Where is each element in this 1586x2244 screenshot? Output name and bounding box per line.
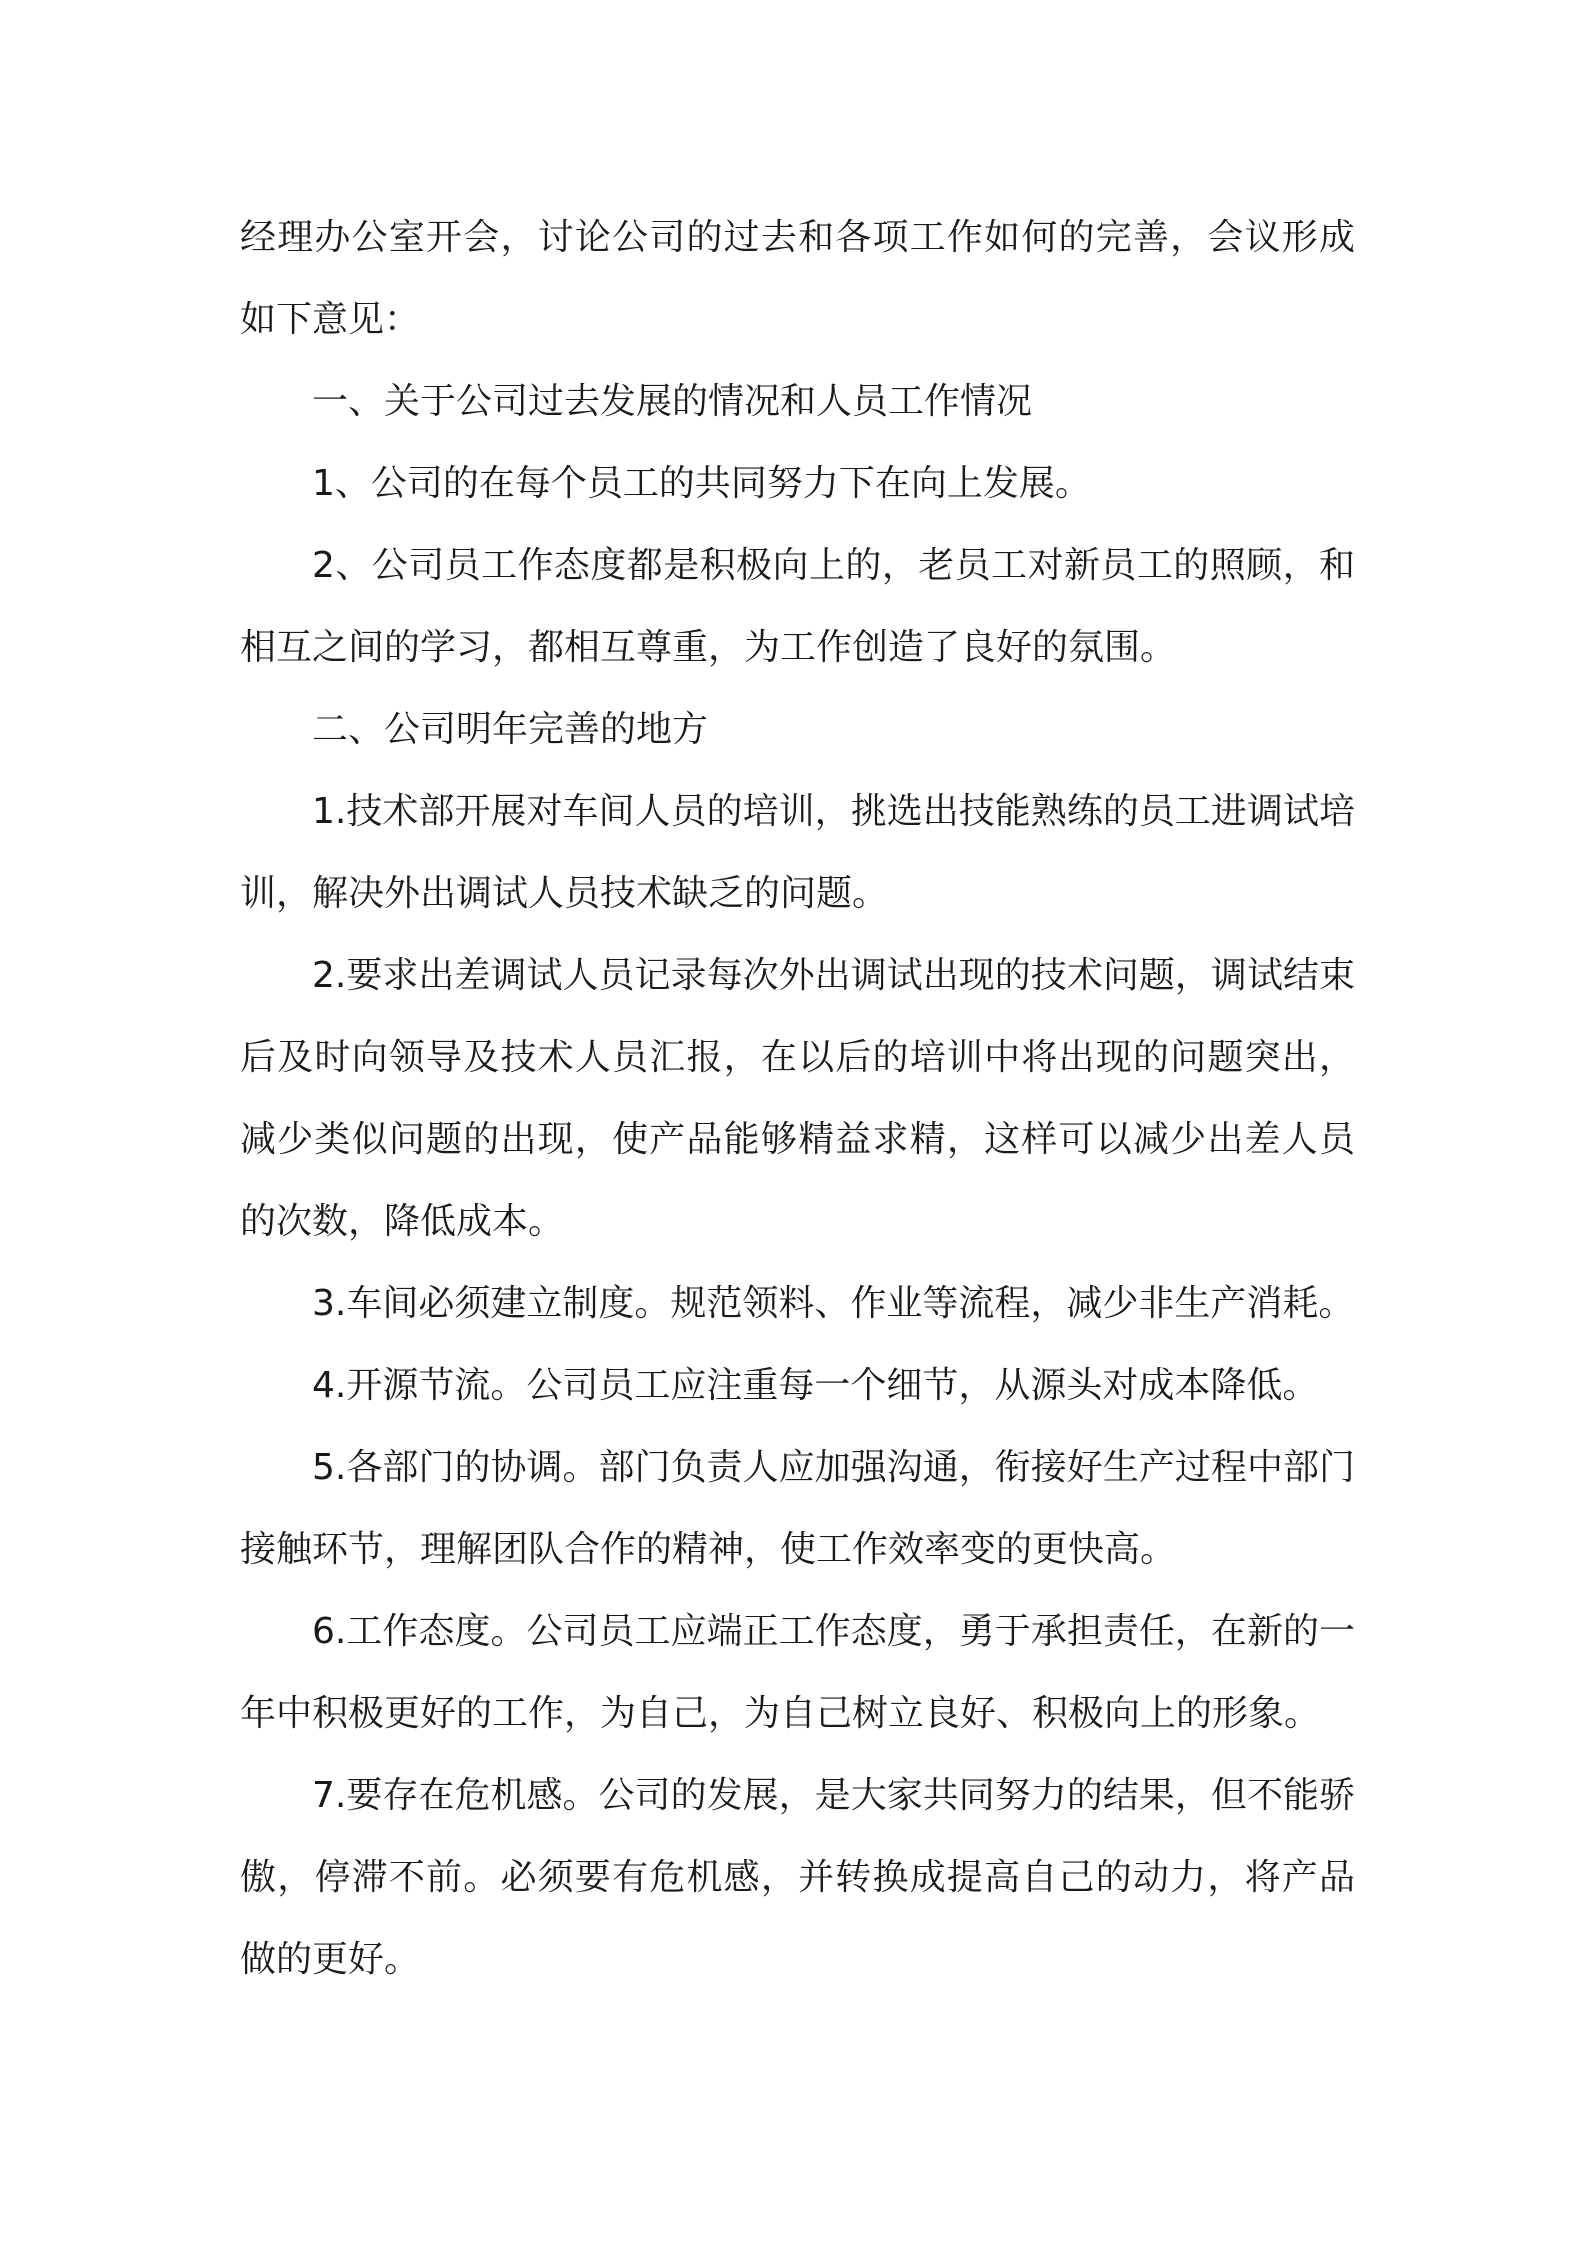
past-item-1: 1、公司的在每个员工的共同努力下在向上发展。 xyxy=(312,463,1091,504)
section-heading-past-development: 一、关于公司过去发展的情况和人员工作情况 xyxy=(312,381,1033,422)
past-item-2: 2、公司员工作态度都是积极向上的，老员工对新员工的照顾，和相互之间的学习，都相互尊重，为工作创造了良好的氛围。 xyxy=(240,545,1355,668)
improvement-item-2: 2.要求出差调试人员记录每次外出调试出现的技术问题，调试结束后及时向领导及技术人员汇报，在以后的培训中将出现的问题突出，减少类似问题的出现，使产品能够精益求精，这样可以减少出差人员的次数，降低成本。 xyxy=(240,955,1355,1242)
improvement-item-1: 1.技术部开展对车间人员的培训，挑选出技能熟练的员工进调试培训，解决外出调试人员技术缺乏的问题。 xyxy=(240,791,1355,914)
improvement-item-5: 5.各部门的协调。部门负责人应加强沟通，衔接好生产过程中部门接触环节，理解团队合作的精神，使工作效率变的更快高。 xyxy=(240,1447,1355,1570)
improvement-item-6: 6.工作态度。公司员工应端正工作态度，勇于承担责任，在新的一年中积极更好的工作，为自己，为自己树立良好、积极向上的形象。 xyxy=(240,1611,1355,1734)
intro-paragraph: 经理办公室开会，讨论公司的过去和各项工作如何的完善，会议形成如下意见： xyxy=(240,217,1355,340)
improvement-item-7: 7.要存在危机感。公司的发展，是大家共同努力的结果，但不能骄傲，停滞不前。必须要有危机感，并转换成提高自己的动力，将产品做的更好。 xyxy=(240,1775,1355,1980)
section-heading-next-year-improvements: 二、公司明年完善的地方 xyxy=(312,709,709,750)
improvement-item-4: 4.开源节流。公司员工应注重每一个细节，从源头对成本降低。 xyxy=(312,1365,1319,1406)
document-body xyxy=(240,197,1355,2001)
improvement-item-3: 3.车间必须建立制度。规范领料、作业等流程，减少非生产消耗。 xyxy=(312,1283,1355,1324)
